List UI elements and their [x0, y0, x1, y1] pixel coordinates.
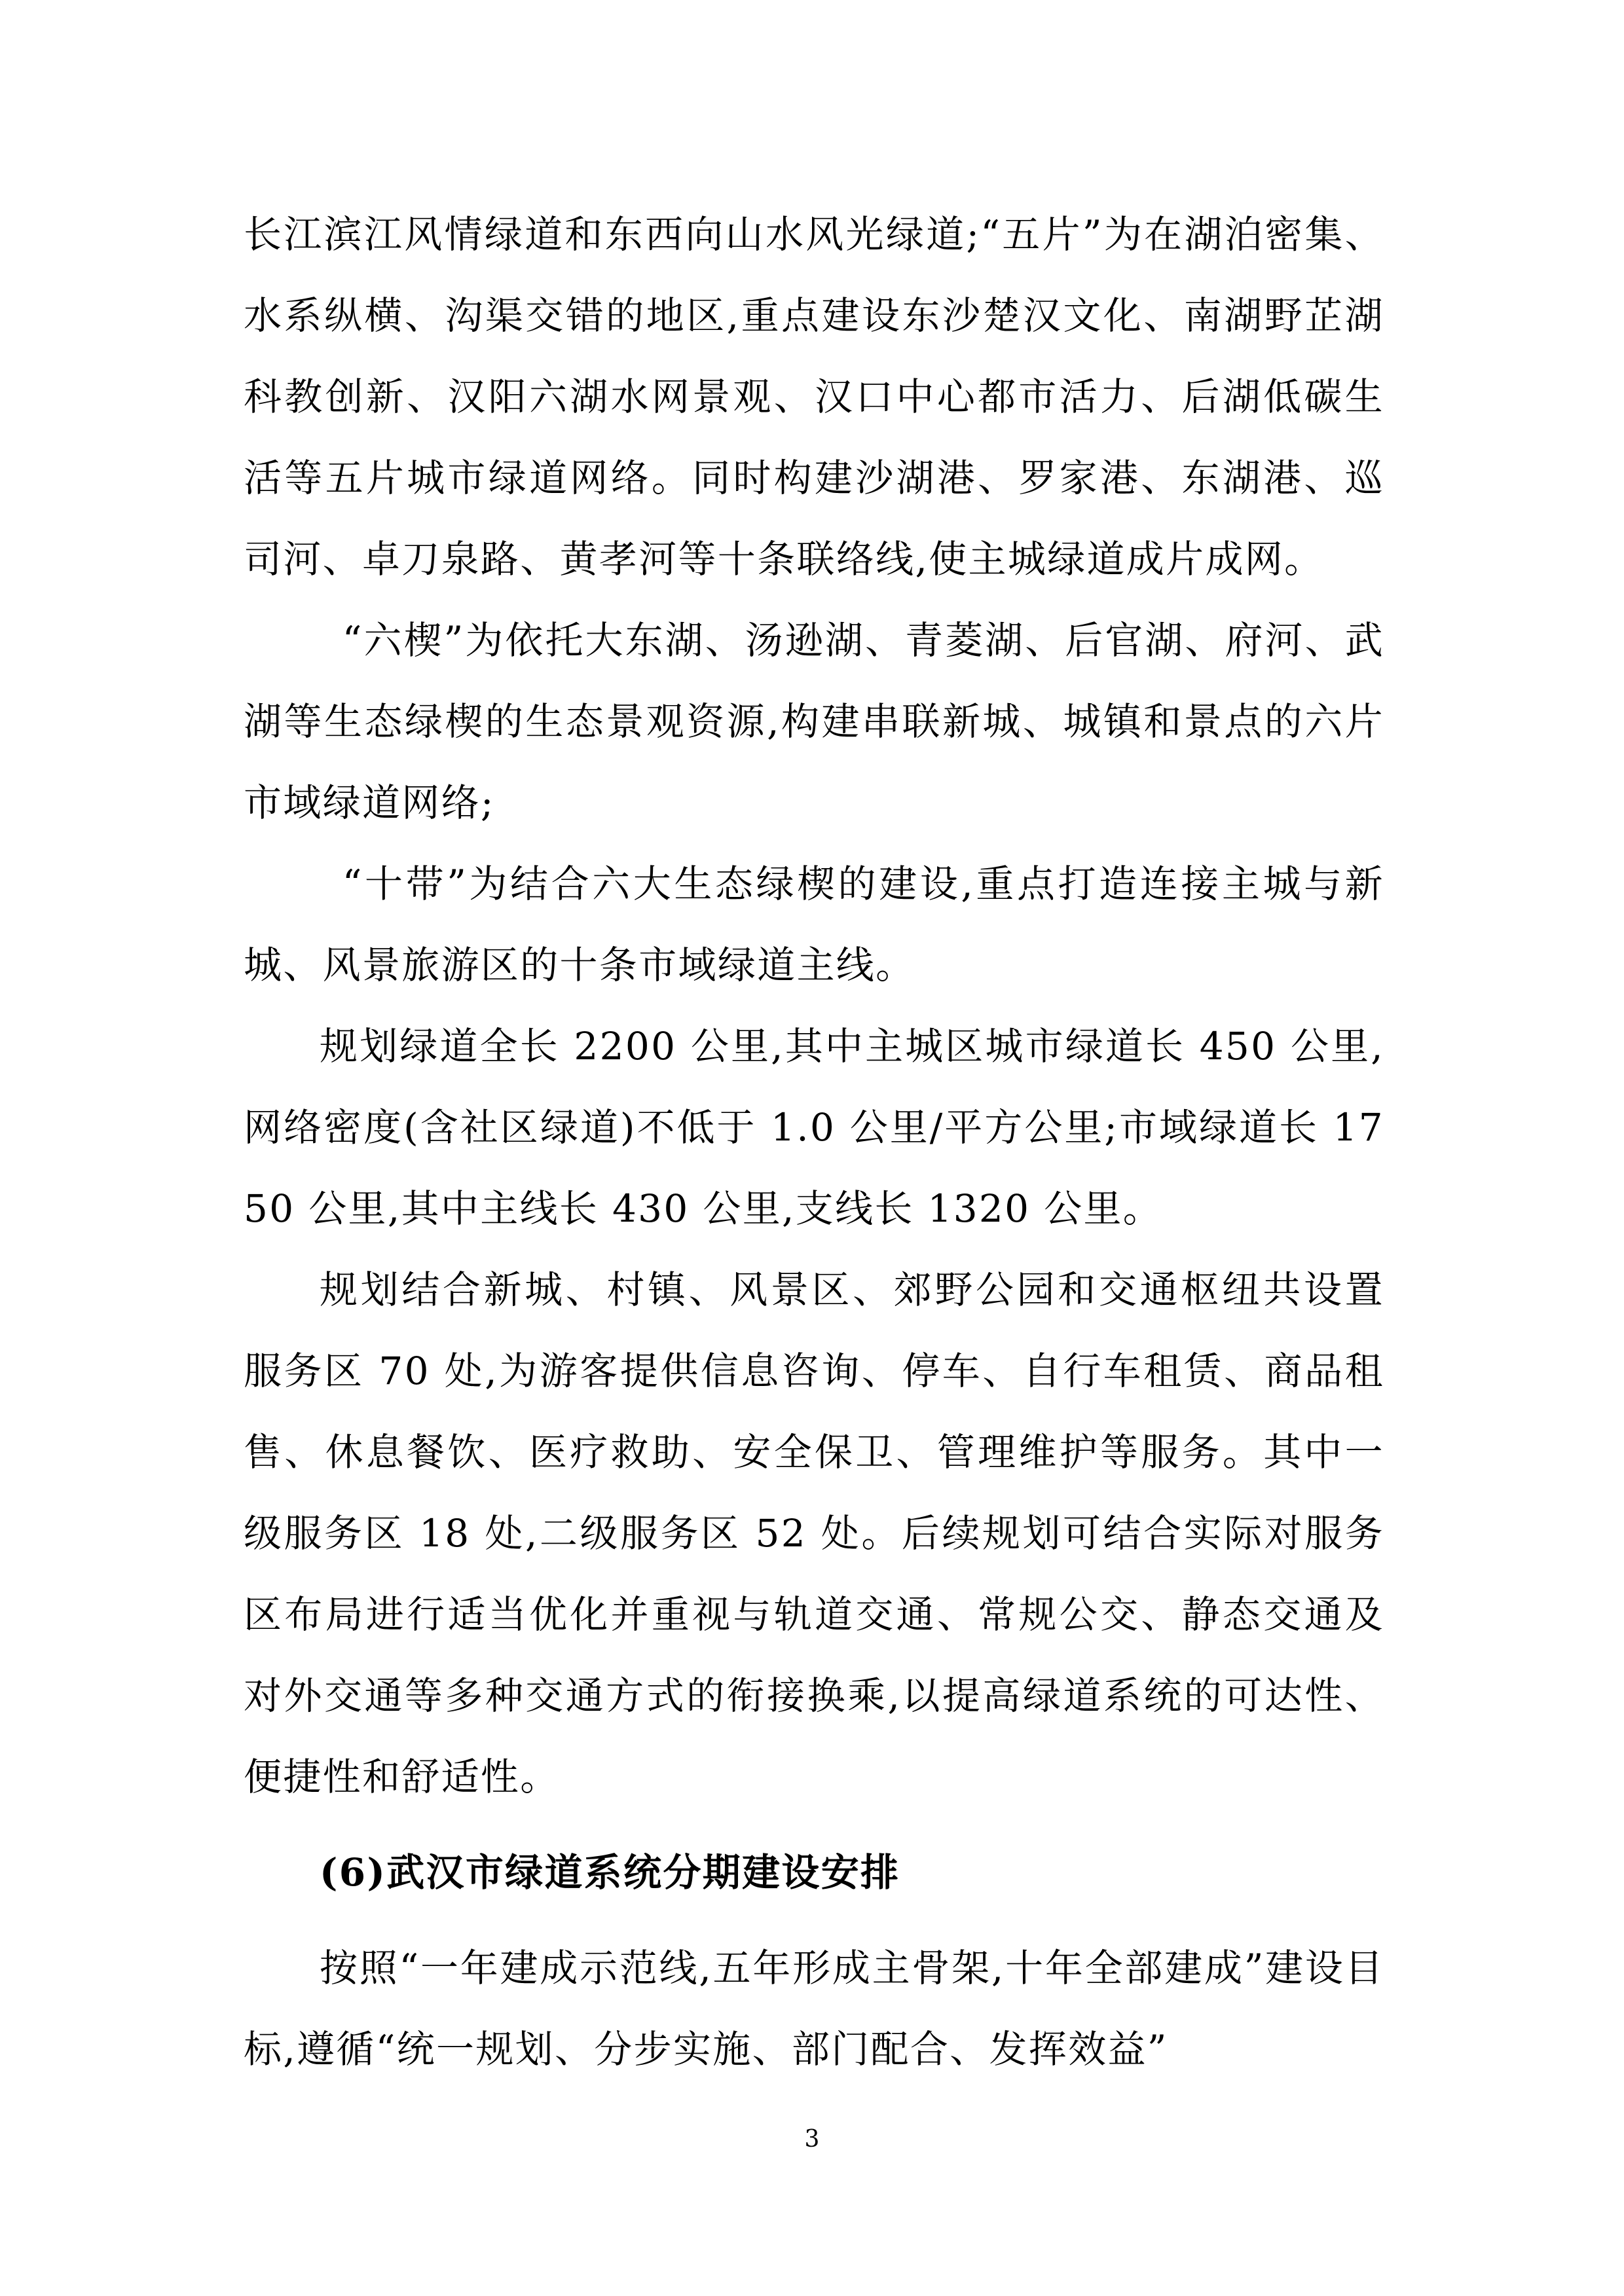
para-five-pieces-continuation: 长江滨江风情绿道和东西向山水风光绿道;“五片”为在湖泊密集、水系纵横、沟渠交错的地区,重点建设东沙楚汉文化、南湖野芷湖科教创新、汉阳六湖水网景观、汉口中心都市活力、后湖低碳生活等五片城市绿道网络。同时构建沙湖港、罗家港、东湖港、巡司河、卓刀泉路、黄孝河等十条联络线,使主城绿道成片成网。 — [244, 212, 1384, 581]
page-number: 3 — [804, 2126, 820, 2153]
para-ten-belts: “十带”为结合六大生态绿楔的建设,重点打造连接主城与新城、风景旅游区的十条市域绿道主线。 — [244, 862, 1384, 987]
para-six-wedges: “六楔”为依托大东湖、汤逊湖、青菱湖、后官湖、府河、武湖等生态绿楔的生态景观资源,构建串联新城、城镇和景点的六片市域绿道网络; — [244, 618, 1384, 825]
document-body — [244, 194, 1384, 2090]
para-greenway-total-length: 规划绿道全长 2200 公里,其中主城区城市绿道长 450 公里,网络密度(含社区绿道)不低于 1.0 公里/平方公里;市域绿道长 1750 公里,其中主线长 430 公里,支线长 1320 公里。 — [244, 1024, 1384, 1231]
section-heading-phased-construction: (6)武汉市绿道系统分期建设安排 — [320, 1850, 900, 1895]
para-construction-goal: 按照“一年建成示范线,五年形成主骨架,十年全部建成”建设目标,遵循“统一规划、分步实施、部门配合、发挥效益” — [244, 1946, 1384, 2071]
para-service-areas: 规划结合新城、村镇、风景区、郊野公园和交通枢纽共设置服务区 70 处,为游客提供信息咨询、停车、自行车租赁、商品租售、休息餐饮、医疗救助、安全保卫、管理维护等服务。其中一级服务区 18 处,二级服务区 52 处。后续规划可结合实际对服务区布局进行适当优化并重视与轨道交通、常规公交、静态交通及对外交通等多种交通方式的衔接换乘,以提高绿道系统的可达性、便捷性和舒适性。 — [244, 1267, 1384, 1799]
